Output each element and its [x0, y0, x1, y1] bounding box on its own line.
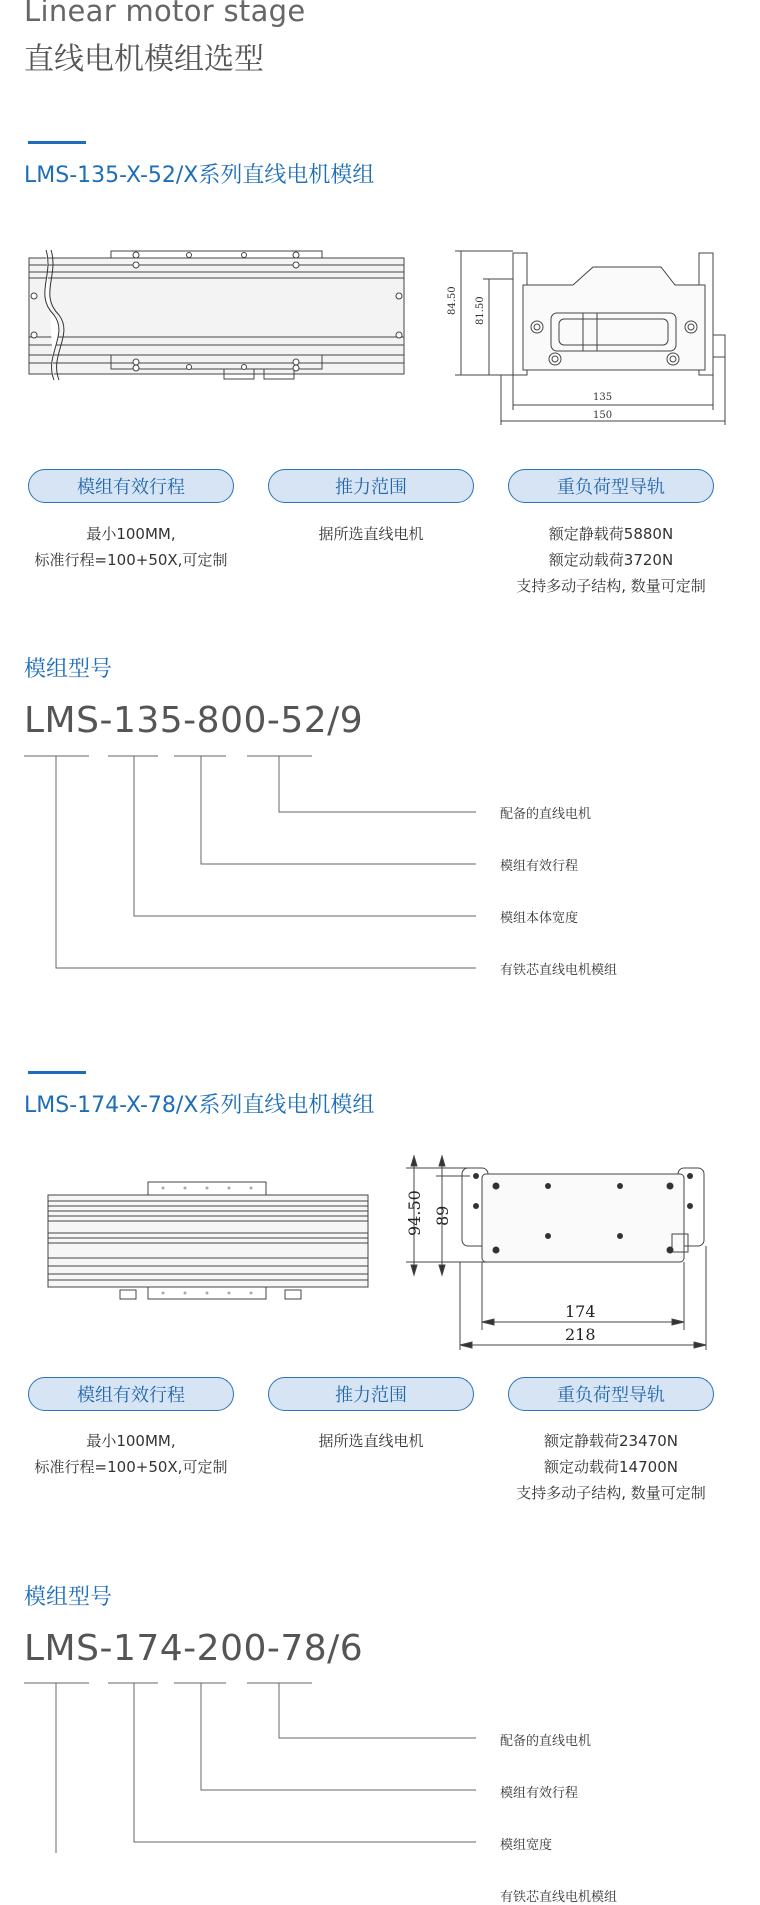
feature-pill-rail: 重负荷型导轨: [508, 469, 714, 503]
feature-desc-rail: 额定静载荷23470N 额定动载荷14700N 支持多动子结构, 数量可定制: [516, 1432, 706, 1502]
feature-pill-force: 推力范围: [268, 469, 474, 503]
feature-pill-rail: 重负荷型导轨: [508, 1377, 714, 1411]
feature-pill-stroke: 模组有效行程: [28, 1377, 234, 1411]
model-legend-lines: [24, 1677, 484, 1853]
section-divider: [28, 1071, 86, 1074]
model-heading: 模组型号: [24, 1585, 113, 1610]
dim-width-inner: 174: [565, 1302, 596, 1321]
dim-height-inner: 81.50: [475, 296, 486, 325]
header-title-cn: 直线电机模组选型: [24, 42, 264, 77]
legend-item: 有铁芯直线电机模组: [500, 1890, 618, 1905]
model-heading: 模组型号: [24, 657, 113, 682]
legend-item: 模组本体宽度: [500, 911, 579, 926]
dim-width-outer: 218: [565, 1325, 596, 1344]
dim-width-outer: 150: [593, 410, 613, 421]
dim-height-outer: 84.50: [447, 286, 458, 315]
stage-end-drawing: [400, 1150, 710, 1350]
legend-item: 配备的直线电机: [500, 807, 592, 822]
model-code: LMS-135-800-52/9: [24, 700, 364, 741]
dim-height-inner: 89: [433, 1205, 452, 1226]
feature-desc-stroke: 最小100MM, 标准行程=100+50X,可定制: [34, 525, 228, 569]
feature-pill-stroke: 模组有效行程: [28, 469, 234, 503]
legend-item: 模组宽度: [500, 1838, 553, 1853]
header-title-en: Linear motor stage: [24, 0, 306, 28]
feature-desc-stroke: 最小100MM, 标准行程=100+50X,可定制: [34, 1432, 228, 1476]
feature-pill-force: 推力范围: [268, 1377, 474, 1411]
legend-item: 模组有效行程: [500, 859, 579, 874]
legend-item: 配备的直线电机: [500, 1734, 592, 1749]
dim-width-inner: 135: [593, 392, 613, 403]
feature-desc-rail: 额定静载荷5880N 额定动载荷3720N 支持多动子结构, 数量可定制: [516, 525, 706, 595]
model-code: LMS-174-200-78/6: [24, 1628, 364, 1669]
dim-height-outer: 94.50: [405, 1190, 424, 1236]
section-divider: [28, 141, 86, 144]
stage-side-drawing: [45, 1178, 375, 1313]
section-title: LMS-174-X-78/X系列直线电机模组: [24, 1093, 375, 1118]
stage-end-drawing: [443, 245, 738, 430]
stage-side-drawing: [24, 245, 414, 395]
section-title: LMS-135-X-52/X系列直线电机模组: [24, 163, 375, 188]
feature-desc-force: 据所选直线电机: [318, 525, 424, 543]
model-legend-lines: [24, 750, 484, 975]
legend-item: 有铁芯直线电机模组: [500, 963, 618, 978]
legend-item: 模组有效行程: [500, 1786, 579, 1801]
feature-desc-force: 据所选直线电机: [318, 1432, 424, 1450]
